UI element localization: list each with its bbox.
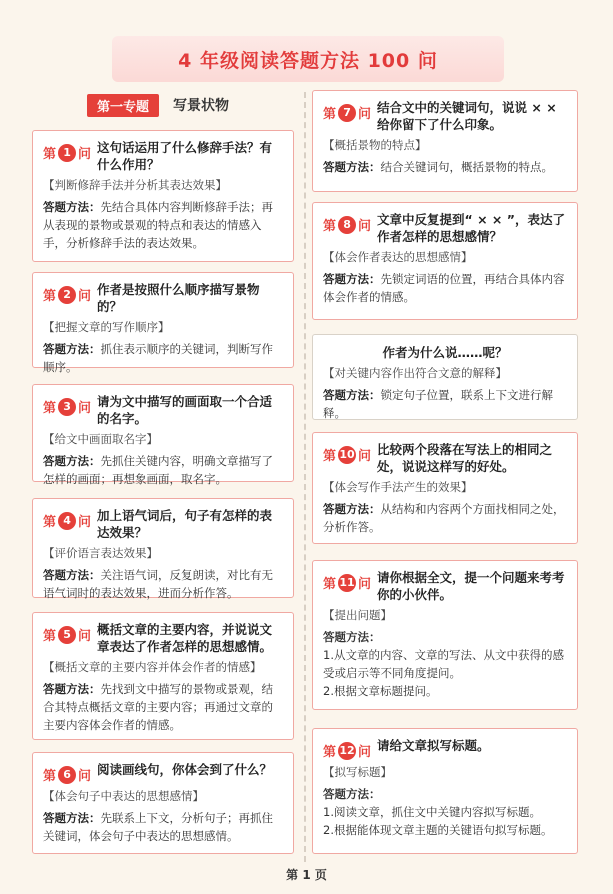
question-tag: 【对关键内容作出符合文意的解释】: [323, 366, 507, 380]
question-number: 第 8 问: [323, 215, 371, 234]
section-header: [87, 93, 229, 117]
question-number: 第 4 问: [43, 511, 91, 530]
question-number: 第 6 问: [43, 765, 91, 784]
answer-method-label: 答题方法：: [323, 787, 381, 801]
question-number: 第 3 问: [43, 397, 91, 416]
question-card-11: [312, 560, 578, 710]
question-number: 第 2 问: [43, 285, 91, 304]
question-card-7: [312, 90, 578, 192]
question-card-5: [32, 612, 294, 740]
question-card-6: [32, 752, 294, 854]
question-text: 请给文章拟写标题。: [377, 738, 490, 753]
question-tag: 【提出问题】: [323, 608, 392, 622]
question-card-1: [32, 130, 294, 262]
question-tag: 【判断修辞手法并分析其表达效果】: [43, 178, 227, 192]
answer-method: 答题方法：先联系上下文，分析句子；再抓住关键词，体会句子中表达的思想感情。: [43, 811, 273, 843]
answer-line: 2.根据能体现文章主题的关键语句拟写标题。: [323, 823, 553, 837]
answer-method-label: 答题方法：: [323, 630, 381, 644]
section-subtitle: 写景状物: [173, 98, 230, 114]
question-text: 加上语气词后，句子有怎样的表达效果？: [97, 508, 273, 540]
question-text: 这句话运用了什么修辞手法？有什么作用？: [97, 140, 273, 172]
answer-method: 答题方法：从结构和内容两个方面找相同之处，分析作答。: [323, 502, 565, 534]
answer-line: 1.阅读文章，抓住文中关键内容拟写标题。: [323, 805, 541, 819]
question-tag: 【拟写标题】: [323, 765, 392, 779]
question-card-9: [312, 334, 578, 420]
question-number: 第 11 问: [323, 573, 371, 592]
question-tag: 【概括景物的特点】: [323, 138, 427, 152]
answer-line: 1.从文章的内容、文章的写法、从文中获得的感受或启示等不同角度提问。: [323, 648, 564, 680]
question-tag: 【体会写作手法产生的效果】: [323, 480, 473, 494]
question-text: 结合文中的关键词句，说说 × × 给你留下了什么印象。: [377, 100, 557, 132]
question-tag: 【概括文章的主要内容并体会作者的情感】: [43, 660, 262, 674]
question-tag: 【把握文章的写作顺序】: [43, 320, 170, 334]
question-text: 概括文章的主要内容，并说说文章表达了作者怎样的思想感情。: [97, 622, 273, 654]
question-tag: 【体会作者表达的思想感情】: [323, 250, 473, 264]
question-card-12: [312, 728, 578, 854]
question-tag: 【体会句子中表达的思想感情】: [43, 789, 204, 803]
question-card-2: [32, 272, 294, 374]
question-number: 第 7 问: [323, 103, 371, 122]
question-number: 第 12 问: [323, 741, 371, 760]
question-tag: 【给文中画面取名字】: [43, 432, 158, 446]
question-number: 第 1 问: [43, 143, 91, 162]
question-text: 请你根据全文，提一个问题来考考你的小伙伴。: [377, 570, 565, 602]
answer-method: 答题方法：抓住表示顺序的关键词，判断写作顺序。: [43, 342, 273, 374]
question-text: 请为文中描写的画面取一个合适的名字。: [97, 394, 273, 426]
question-card-10: [312, 432, 578, 544]
question-text: 作者为什么说……呢？: [382, 345, 508, 360]
answer-method: 答题方法：关注语气词，反复朗读，对比有无语气词时的表达效果，进而分析作答。: [43, 568, 273, 600]
column-divider: [304, 92, 306, 862]
answer-method: 答题方法：锁定句子位置，联系上下文进行解释。: [323, 388, 553, 420]
page-title-banner: [112, 36, 504, 82]
question-text: 文章中反复提到“ × × ”，表达了作者怎样的思想感情？: [377, 212, 565, 244]
answer-method: 答题方法：先找到文中描写的景物或景观，结合其特点概括文章的主要内容；再通过文章的主要内容体会作者的情感。: [43, 682, 273, 732]
question-card-4: [32, 498, 294, 598]
question-text: 比较两个段落在写法上的相同之处，说说这样写的好处。: [377, 442, 553, 474]
section-badge: 第一专题: [87, 94, 159, 117]
page-number: 第 1 页: [286, 868, 327, 882]
question-number: 第 5 问: [43, 625, 91, 644]
answer-method: 答题方法：先结合具体内容判断修辞手法；再从表现的景物或景观的特点和表达的情感入手，分析修辞手法的表达效果。: [43, 200, 273, 250]
answer-method: 答题方法：先锁定词语的位置，再结合具体内容体会作者的情感。: [323, 272, 565, 304]
answer-line: 2.根据文章标题提问。: [323, 684, 438, 698]
answer-method: 答题方法：先抓住关键内容，明确文章描写了怎样的画面；再想象画面，取名字。: [43, 454, 273, 486]
answer-method: 答题方法：结合关键词句，概括景物的特点。: [323, 160, 553, 174]
question-text: 作者是按照什么顺序描写景物的？: [97, 282, 260, 314]
question-tag: 【评价语言表达效果】: [43, 546, 158, 560]
question-text: 阅读画线句，你体会到了什么？: [97, 762, 273, 777]
page-title: 4 年级阅读答题方法 100 问: [178, 49, 438, 72]
question-card-8: [312, 202, 578, 320]
question-number: 第 10 问: [323, 445, 371, 464]
question-card-3: [32, 384, 294, 486]
